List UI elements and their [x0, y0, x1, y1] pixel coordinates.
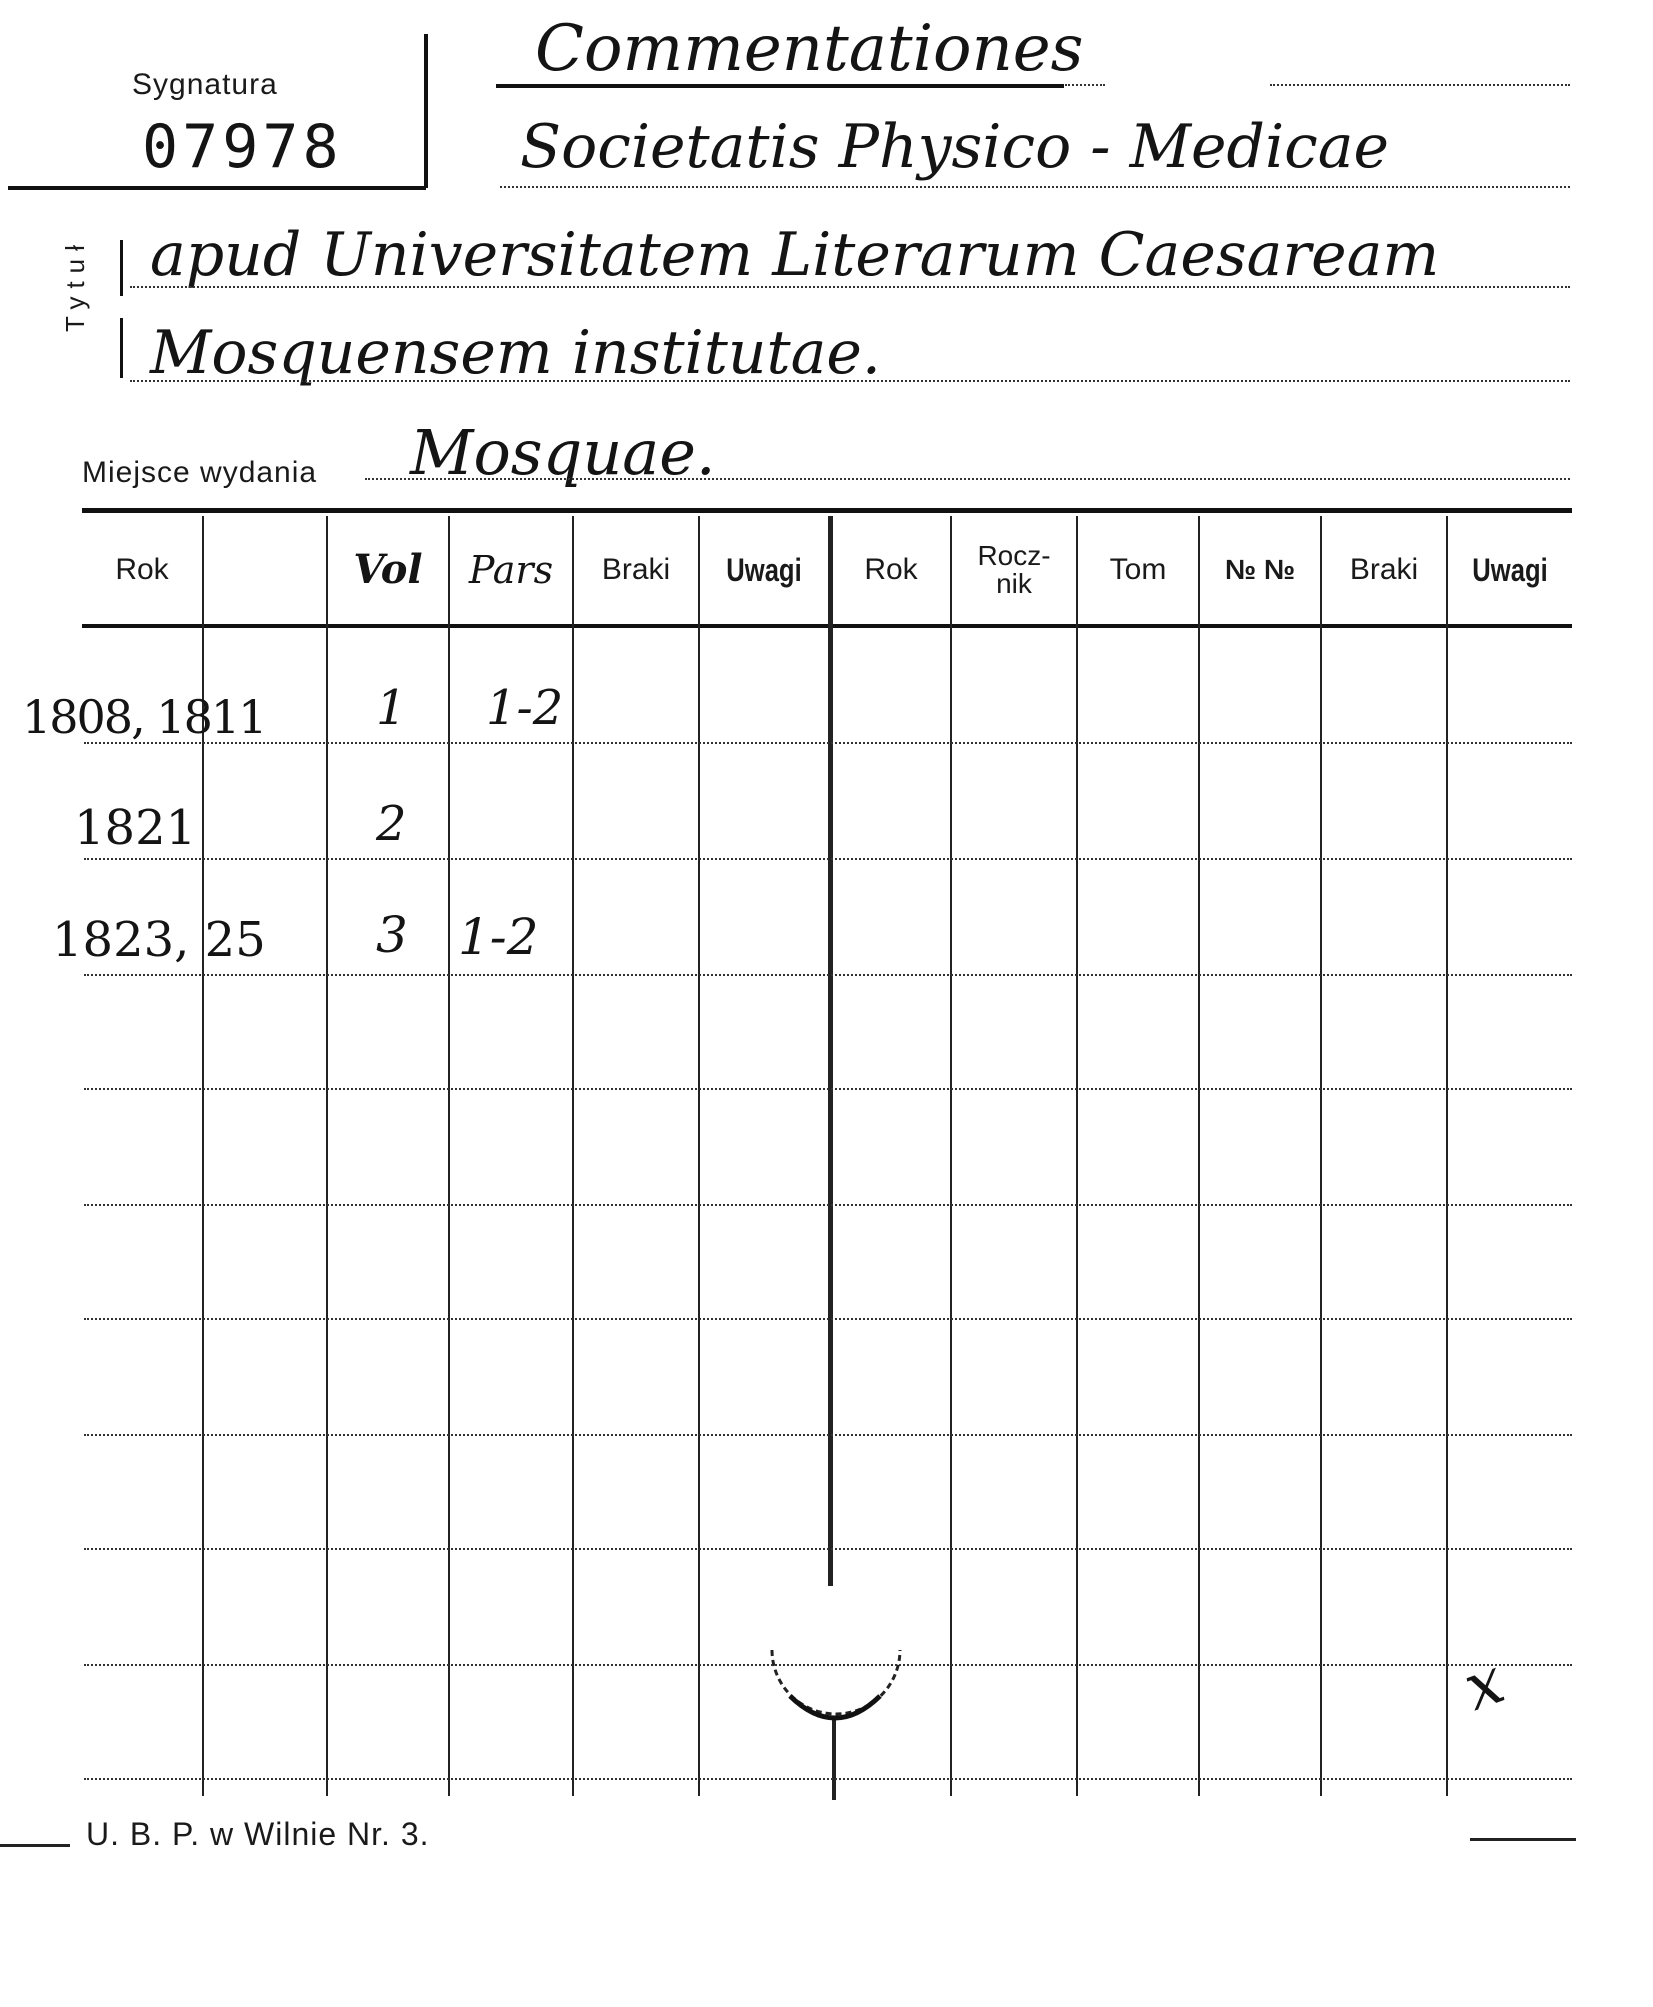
row-1-pars: 1-2 [486, 680, 564, 736]
header-braki-right: Braki [1349, 553, 1419, 586]
header-blank [204, 520, 326, 620]
signature-box-bottom-rule [8, 186, 426, 190]
title-dotted-rule-1b [1270, 84, 1570, 86]
place-value: Mosquae. [410, 416, 716, 489]
column-divider [448, 516, 450, 1796]
title-line-3: apud Universitatem Literarum Caesaream [150, 220, 1440, 290]
row-rule [84, 742, 1572, 744]
column-divider [326, 516, 328, 1796]
header-vol: Vol [353, 546, 423, 593]
center-divider [828, 516, 833, 1586]
title-dotted-rule-4 [130, 380, 1570, 382]
row-rule [84, 1088, 1572, 1090]
column-divider [1198, 516, 1200, 1796]
row-rule [84, 974, 1572, 976]
header-rok-left: Rok [115, 553, 169, 586]
row-rule [84, 1318, 1572, 1320]
row-rule [84, 1548, 1572, 1550]
header-pars: Pars [468, 548, 554, 592]
title-line-1-underline [496, 84, 1064, 88]
title-bracket-lower [120, 318, 123, 378]
title-dotted-rule-1 [1065, 84, 1105, 86]
title-line-1: Commentationes [535, 12, 1084, 86]
header-rok-right: Rok [864, 553, 918, 586]
row-3-rok: 1823, 25 [52, 912, 266, 968]
place-label: Miejsce wydania [82, 456, 318, 489]
row-3-pars: 1-2 [458, 908, 539, 966]
margin-mark: x [1454, 1644, 1514, 1726]
title-label: Tytuł [60, 237, 90, 332]
row-2-rok: 1821 [74, 800, 197, 856]
header-numery: № № [1224, 554, 1296, 585]
place-dotted-rule [365, 478, 1570, 480]
title-bracket-upper [120, 240, 123, 296]
row-rule [84, 1204, 1572, 1206]
row-3-vol: 3 [376, 906, 408, 964]
header-uwagi-left: Uwagi [726, 552, 802, 588]
title-line-2: Societatis Physico - Medicae [520, 112, 1390, 182]
title-dotted-rule-3 [130, 286, 1570, 288]
table-top-rule [82, 508, 1572, 513]
punch-hole-arc [760, 1640, 910, 1740]
footer-left-rule [0, 1844, 70, 1847]
row-1-vol: 1 [376, 680, 407, 736]
table-header-bottom-rule [82, 624, 1572, 628]
title-dotted-rule-2 [500, 186, 1570, 188]
row-rule [84, 1434, 1572, 1436]
column-divider [572, 516, 574, 1796]
column-divider [1320, 516, 1322, 1796]
header-rocznik: Rocz- nik [977, 540, 1051, 599]
row-rule [84, 1664, 1572, 1666]
header-braki-left: Braki [601, 553, 671, 586]
header-tom: Tom [1109, 553, 1167, 586]
header-uwagi-right: Uwagi [1472, 552, 1548, 588]
row-2-vol: 2 [376, 796, 407, 852]
row-1-rok: 1808, 1811 [22, 690, 266, 744]
card-footer: U. B. P. w Wilnie Nr. 3. [86, 1816, 430, 1852]
row-rule [84, 1778, 1572, 1780]
row-rule [84, 858, 1572, 860]
column-divider [950, 516, 952, 1796]
title-line-4: Mosquensem institutae. [150, 318, 881, 388]
column-divider [698, 516, 700, 1796]
footer-right-rule [1470, 1838, 1576, 1841]
signature-label: Sygnatura [132, 68, 278, 101]
signature-value: 07978 [142, 112, 343, 182]
signature-box-right-rule [424, 34, 428, 188]
column-divider [1446, 516, 1448, 1796]
column-divider [1076, 516, 1078, 1796]
